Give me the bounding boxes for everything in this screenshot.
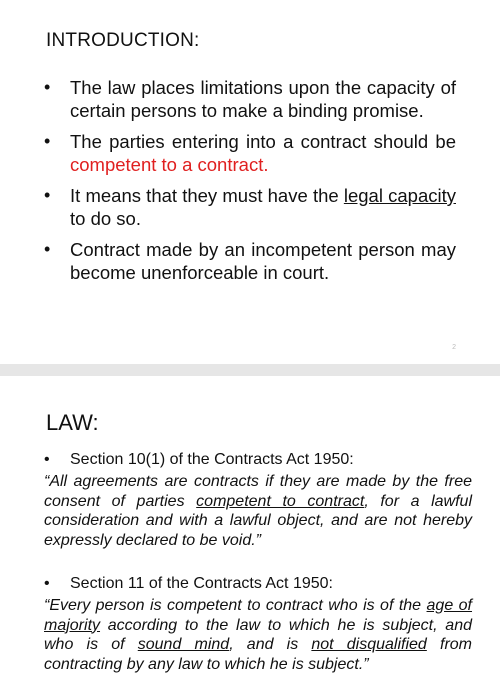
bullet-dot-icon: • [44,131,51,151]
slide-title: LAW: [46,410,99,435]
section-quote [44,472,472,550]
slide-title: INTRODUCTION: [46,30,200,51]
quote-text: from contracting by any law to which he is subject.” [44,636,473,673]
underlined-text: legal capacity [343,185,456,206]
quote-text: according to the law to which he is subject, and who is of [44,616,472,653]
bullet-text: to do so. [70,208,141,229]
bullet-list [44,76,456,292]
bullet-text: Contract made by an incompetent person may become unenforceable in court. [70,239,456,283]
underlined-text: competent to contract [196,492,365,510]
law-section-item [44,450,472,550]
law-section-item [44,574,472,674]
quote-text: “All agreements are contracts if they are made by the free consent of parties [44,473,472,510]
bullet-item [44,76,456,122]
bullet-item [44,238,456,284]
quote-text: , for a lawful consideration and with a lawful object, and are not hereby expressly declared to be void.” [44,492,472,549]
section-heading-text: Section 10(1) of the Contracts Act 1950: [70,451,354,468]
quote-text: , and is [229,636,312,653]
bullet-dot-icon: • [44,451,50,468]
bullet-dot-icon: • [44,239,51,259]
bullet-dot-icon: • [44,77,51,97]
bullet-text: The parties entering into a contract should be [70,131,456,152]
page-number: 2 [452,344,456,351]
bullet-dot-icon: • [44,575,50,592]
section-quote [44,596,472,674]
section-heading [44,574,472,594]
underlined-text: not disqualified [311,636,427,653]
underlined-text: sound mind [137,636,230,653]
highlighted-text: competent to a contract. [70,154,269,175]
quote-text: “Every person is competent to contract who is of the [44,597,427,614]
slide-law [0,376,500,700]
bullet-text: The law places limitations upon the capacity of certain persons to make a binding promise. [70,77,456,121]
bullet-item [44,130,456,176]
section-heading-text: Section 11 of the Contracts Act 1950: [70,575,333,592]
bullet-text: It means that they must have the [70,185,344,206]
bullet-item [44,184,456,230]
underlined-text: age of majority [44,597,473,634]
bullet-dot-icon: • [44,185,51,205]
section-heading [44,450,472,470]
